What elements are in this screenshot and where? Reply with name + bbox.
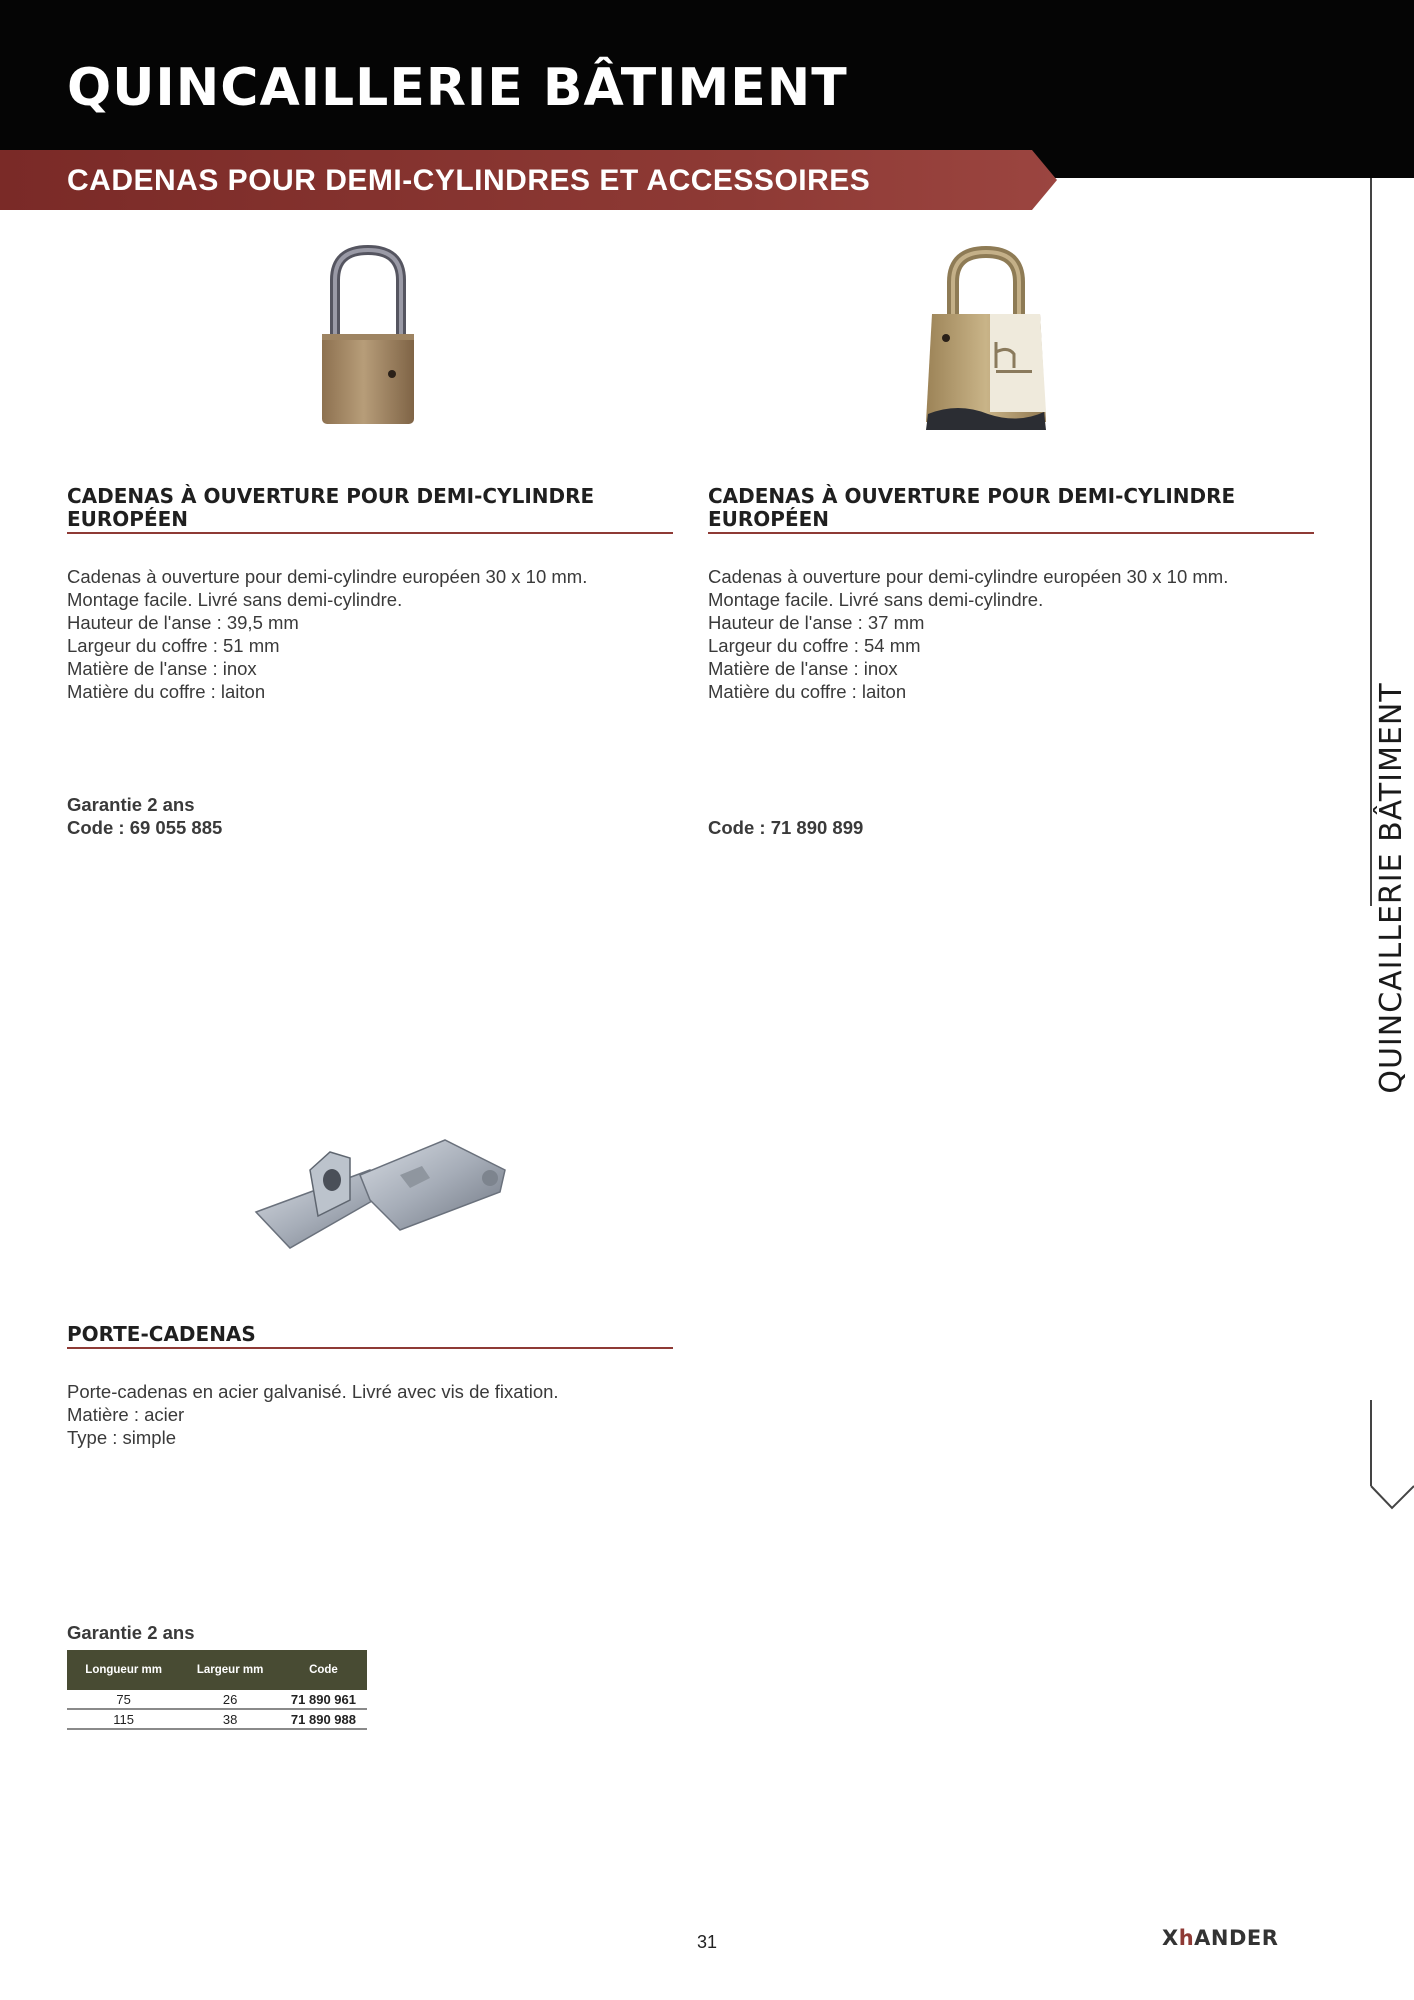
description-line: Matière du coffre : laiton [708, 681, 907, 702]
table-row [67, 1709, 367, 1729]
product-title-1: CADENAS À OUVERTURE POUR DEMI-CYLINDRE EUROPÉEN [67, 484, 595, 531]
table-cell: 71 890 961 [280, 1690, 367, 1709]
table-cell: 38 [180, 1709, 280, 1729]
table-cell: 26 [180, 1690, 280, 1709]
description-line: Matière de l'anse : inox [708, 658, 898, 679]
brand-logo [1162, 1926, 1278, 1950]
description-line: Porte-cadenas en acier galvanisé. Livré avec vis de fixation. [67, 1381, 559, 1402]
product-description-2 [708, 565, 1228, 703]
description-line: Largeur du coffre : 51 mm [67, 635, 280, 656]
table-cell: 75 [67, 1690, 180, 1709]
page-number: 31 [696, 1932, 718, 1952]
description-line: Hauteur de l'anse : 39,5 mm [67, 612, 299, 633]
title-divider-1 [67, 532, 673, 534]
title-divider-2 [708, 532, 1314, 534]
hasp-image [250, 1130, 520, 1270]
brand-h: h [1178, 1926, 1195, 1950]
description-line: Montage facile. Livré sans demi-cylindre. [708, 589, 1044, 610]
description-line: Matière du coffre : laiton [67, 681, 266, 702]
table-row [67, 1690, 367, 1709]
column-header: Code [280, 1650, 367, 1690]
description-line: Cadenas à ouverture pour demi-cylindre européen 30 x 10 mm. [708, 566, 1229, 587]
padlock-image-2 [918, 242, 1068, 442]
product-description-3 [67, 1380, 559, 1449]
product-title-2: CADENAS À OUVERTURE POUR DEMI-CYLINDRE EUROPÉEN [708, 484, 1236, 531]
product-code-1: Code : 69 055 885 [67, 817, 223, 838]
warranty-1: Garantie 2 ans [67, 794, 195, 815]
product-code-2: Code : 71 890 899 [708, 817, 864, 838]
description-line: Largeur du coffre : 54 mm [708, 635, 921, 656]
title-divider-3 [67, 1347, 673, 1349]
description-line: Matière : acier [67, 1404, 185, 1425]
description-line: Type : simple [67, 1427, 176, 1448]
description-line: Hauteur de l'anse : 37 mm [708, 612, 925, 633]
product-title-3: PORTE-CADENAS [67, 1322, 256, 1346]
warranty-3: Garantie 2 ans [67, 1622, 195, 1643]
side-section-label: QUINCAILLERIE BÂTIMENT [1374, 682, 1409, 1094]
page-title: QUINCAILLERIE BÂTIMENT [67, 58, 848, 118]
section-subtitle: CADENAS POUR DEMI-CYLINDRES ET ACCESSOIRES [67, 164, 871, 197]
column-header: Longueur mm [67, 1650, 180, 1690]
description-line: Montage facile. Livré sans demi-cylindre. [67, 589, 403, 610]
padlock-image-1 [300, 242, 460, 442]
product-description-1 [67, 565, 587, 703]
column-header: Largeur mm [180, 1650, 280, 1690]
brand-prefix: X [1162, 1926, 1179, 1950]
spec-table [67, 1650, 367, 1730]
description-line: Cadenas à ouverture pour demi-cylindre européen 30 x 10 mm. [67, 566, 588, 587]
table-cell: 71 890 988 [280, 1709, 367, 1729]
table-cell: 115 [67, 1709, 180, 1729]
brand-suffix: ANDER [1194, 1926, 1279, 1950]
description-line: Matière de l'anse : inox [67, 658, 257, 679]
